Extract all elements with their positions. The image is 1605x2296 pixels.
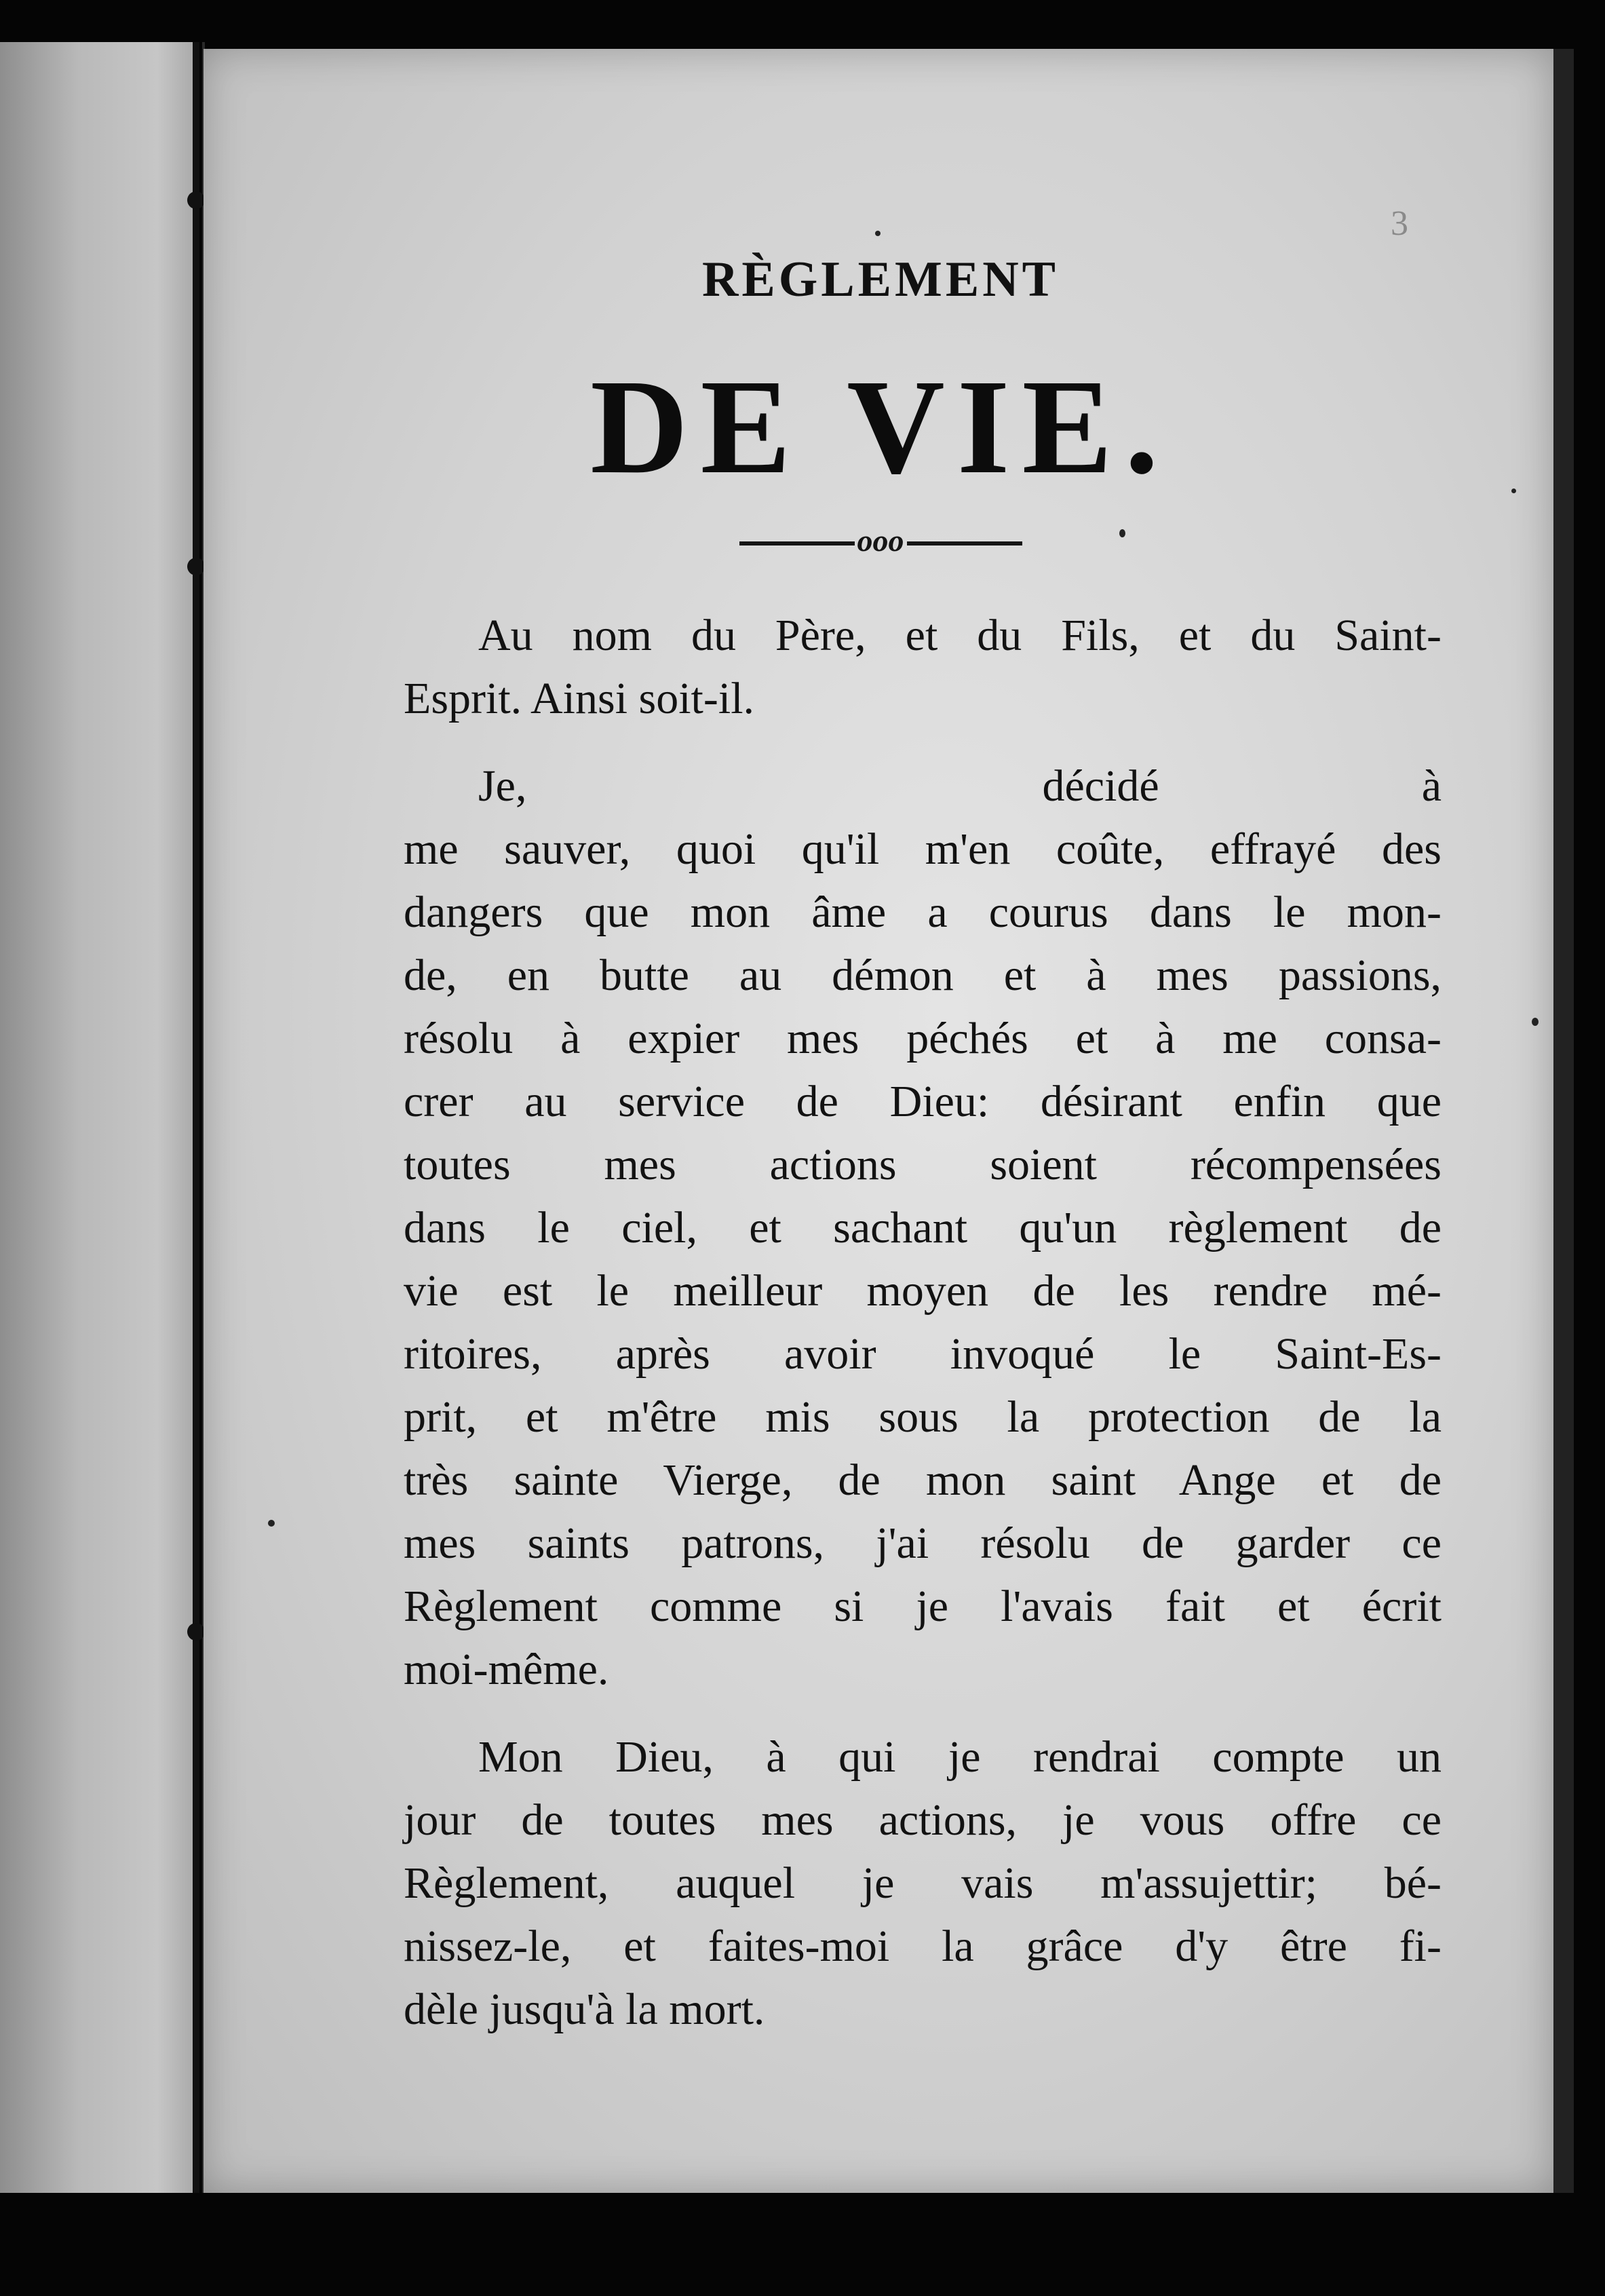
divider-mark: ooo [857,523,904,558]
divider-rule-left [739,541,855,546]
text-line: Au nom du Père, et du Fils, et du Saint- [478,611,1442,660]
text-line: Règlement, auquel je vais m'assujettir; bé- [404,1858,1442,1908]
text-line: Règlement comme si je l'avais fait et écrit [404,1582,1442,1631]
ink-speck [268,1520,275,1527]
text-line-with-blank [404,754,1442,818]
ink-speck [1532,1018,1539,1026]
text-line: résolu à expier mes péchés et à me consa- [404,1014,1442,1063]
text-line: dangers que mon âme a courus dans le mon- [404,887,1442,937]
paragraph-gap [404,730,1442,754]
text-line: mes saints patrons, j'ai résolu de garder ce [404,1518,1442,1568]
ink-speck [1119,529,1125,537]
text-line: ritoires, après avoir invoqué le Saint-Es- [404,1329,1442,1379]
text-fragment: décidé à [1042,761,1442,811]
text-line: prit, et m'être mis sous la protection de la [404,1392,1442,1442]
text-line: dans le ciel, et sachant qu'un règlement de [404,1203,1442,1252]
text-line: nissez-le, et faites-moi la grâce d'y être fi- [404,1921,1442,1971]
page-number: 3 [1391,204,1408,243]
binding-stitch [187,1623,205,1641]
paragraph-resolution [404,754,1442,1701]
text-line: jour de toutes mes actions, je vous offre ce [404,1795,1442,1845]
heading-large: DE VIE. [590,352,1171,502]
ornament-divider [0,522,1605,558]
ink-speck [875,231,881,236]
paragraph-gap [404,1701,1442,1725]
body-text [404,604,1442,2041]
text-line: Mon Dieu, à qui je rendrai compte un [478,1732,1442,1782]
ink-speck [1511,489,1516,493]
text-line: très sainte Vierge, de mon saint Ange et de [404,1455,1442,1505]
text-line: moi-même. [404,1645,609,1694]
text-line: vie est le meilleur moyen de les rendre mé- [404,1266,1442,1316]
binding-stitch [187,191,205,209]
text-fragment: Je, [478,761,527,811]
text-line: crer au service de Dieu: désirant enfin que [404,1077,1442,1126]
text-line: Esprit. Ainsi soit-il. [404,674,755,723]
paragraph-prayer [404,1725,1442,2041]
text-line: me sauver, quoi qu'il m'en coûte, effrayé des [404,824,1442,874]
binding-stitch [187,558,205,575]
text-line: toutes mes actions soient récompensées [404,1140,1442,1189]
heading-small: RÈGLEMENT [701,252,1060,307]
text-line: de, en butte au démon et à mes passions, [404,951,1442,1000]
divider-rule-right [907,541,1022,546]
text-line: dèle jusqu'à la mort. [404,1985,765,2034]
paragraph-invocation [404,604,1442,730]
